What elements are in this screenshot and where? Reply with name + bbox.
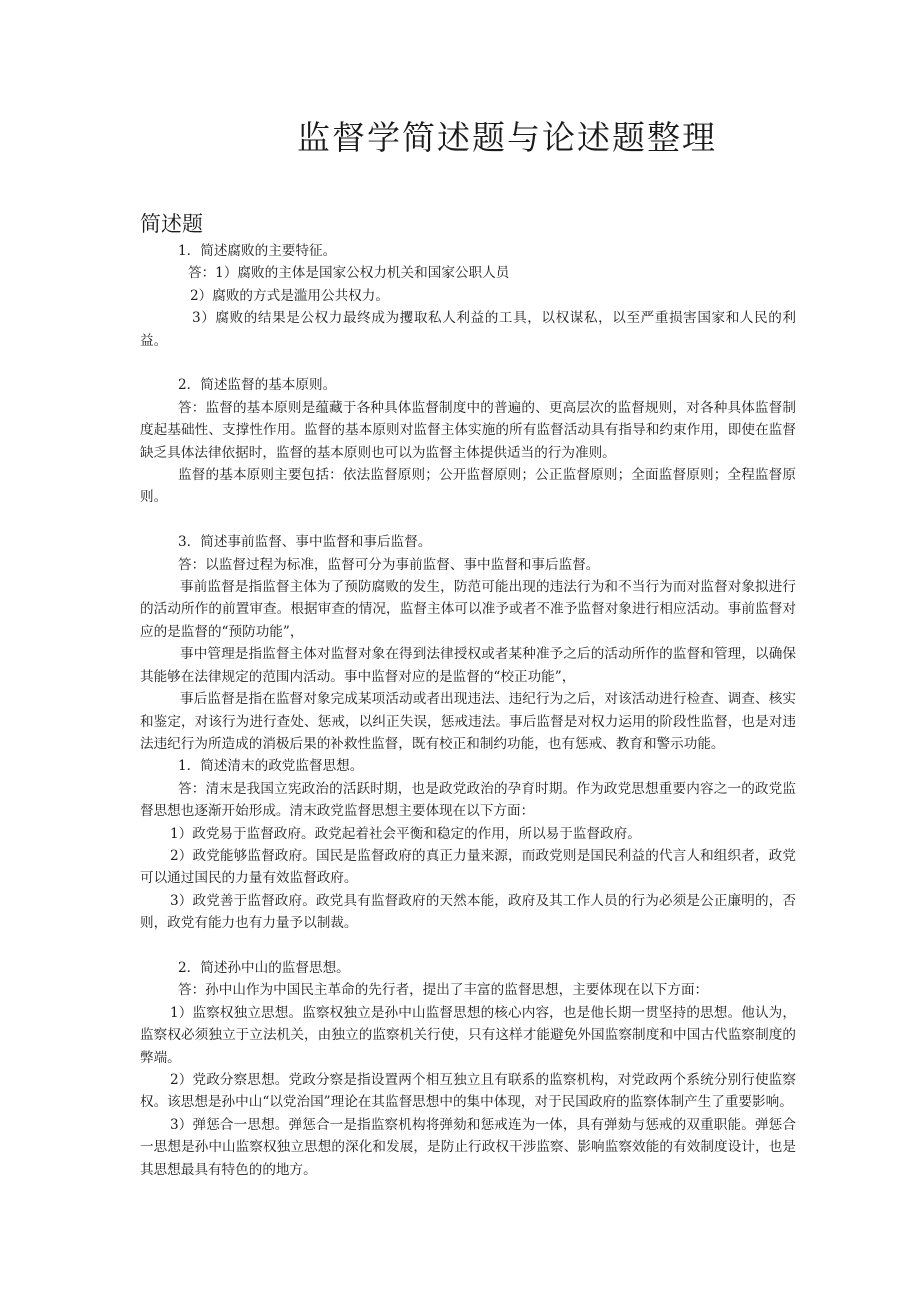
question-heading: 1．简述清末的政党监督思想。 — [178, 758, 364, 775]
paragraph: 监督的基本原则主要包括：依法监督原则；公开监督原则；公正监督原则；全面监督原则；全程监督原则。 — [140, 467, 796, 506]
paragraph-gap — [140, 509, 796, 531]
paragraph: 事中管理是指监督主体对监督对象在得到法律授权或者某种准予之后的活动所作的监督和管理，以确保其能够在法律规定的范围内活动。事中监督对应的是监督的“校正功能”， — [140, 646, 796, 685]
paragraph: 1）政党易于监督政府。政党起着社会平衡和稳定的作用，所以易于监督政府。 — [170, 825, 641, 842]
paragraph-gap — [140, 935, 796, 957]
paragraph: 答：监督的基本原则是蕴藏于各种具体监督制度中的普遍的、更高层次的监督规则，对各种具体监督制度起基础性、支撑性作用。监督的基本原则对监督主体实施的所有监督活动具有指导和约束作用，即使在监督缺乏具体法律依据时，监督的基本原则也可以为监督主体提供适当的行为准则。 — [140, 399, 796, 461]
document-title: 监督学简述题与论述题整理 — [297, 118, 717, 157]
paragraph: 2）腐败的方式是滥用公共权力。 — [190, 287, 389, 304]
paragraph: 答：以监督过程为标准，监督可分为事前监督、事中监督和事后监督。 — [178, 556, 600, 573]
question-heading: 2．简述孙中山的监督思想。 — [178, 959, 350, 976]
paragraph: 事后监督是指在监督对象完成某项活动或者出现违法、违纪行为之后，对该活动进行检查、调查、核实和鉴定，对该行为进行查处、惩戒，以纠正失误，惩戒违法。事后监督是对权力运用的阶段性监督，也是对违法违纪行为所造成的消极后果的补救性监督，既有校正和制约功能，也有惩戒、教育和警示功能。 — [140, 691, 796, 752]
paragraph: 3）腐败的结果是公权力最终成为攫取私人利益的工具，以权谋私，以至严重损害国家和人民的利益。 — [140, 310, 796, 349]
paragraph: 事前监督是指监督主体为了预防腐败的发生，防范可能出现的违法行为和不当行为而对监督对象拟进行的活动所作的前置审查。根据审查的情况，监督主体可以准予或者不准予监督对象进行相应活动。事前监督对应的是监督的“预防功能”， — [140, 579, 796, 640]
question-heading: 2．简述监督的基本原则。 — [178, 377, 337, 394]
paragraph: 3）弹惩合一思想。弹惩合一是指监察机构将弹劾和惩戒连为一体，具有弹劾与惩戒的双重职能。弹惩合一思想是孙中山监察权独立思想的深化和发展，是防止行政权干涉监察、影响监察效能的有效制度设计，也是其思想最具有特色的的地方。 — [140, 1116, 796, 1178]
paragraph: 1）监察权独立思想。监察权独立是孙中山监督思想的核心内容，也是他长期一贯坚持的思想。他认为，监察权必须独立于立法机关，由独立的监察机关行使，只有这样才能避免外国监察制度和中国古代监察制度的弊端。 — [140, 1004, 796, 1066]
paragraph: 3）政党善于监督政府。政党具有监督政府的天然本能，政府及其工作人员的行为必须是公正廉明的，否则，政党有能力也有力量予以制裁。 — [140, 892, 796, 932]
section-heading: 简述题 — [140, 212, 203, 236]
paragraph: 2）政党能够监督政府。国民是监督政府的真正力量来源，而政党则是国民利益的代言人和组织者，政党可以通过国民的力量有效监督政府。 — [140, 847, 796, 887]
paragraph: 2）党政分察思想。党政分察是指设置两个相互独立且有联系的监察机构，对党政两个系统分别行使监察权。该思想是孙中山“以党治国”理论在其监督思想中的集中体现，对于民国政府的监察体制产生了重要影响。 — [140, 1071, 796, 1111]
paragraph-gap — [140, 352, 796, 374]
document-body — [140, 240, 796, 1181]
paragraph: 答：1）腐败的主体是国家公权力机关和国家公职人员 — [188, 265, 510, 282]
paragraph: 答：清末是我国立宪政治的活跃时期，也是政党政治的孕育时期。作为政党思想重要内容之一的政党监督思想也逐渐开始形成。清末政党监督思想主要体现在以下方面： — [140, 780, 796, 820]
question-heading: 3．简述事前监督、事中监督和事后监督。 — [178, 534, 432, 551]
paragraph: 答：孙中山作为中国民主革命的先行者，提出了丰富的监督思想，主要体现在以下方面： — [178, 982, 709, 999]
question-heading: 1．简述腐败的主要特征。 — [178, 243, 337, 259]
